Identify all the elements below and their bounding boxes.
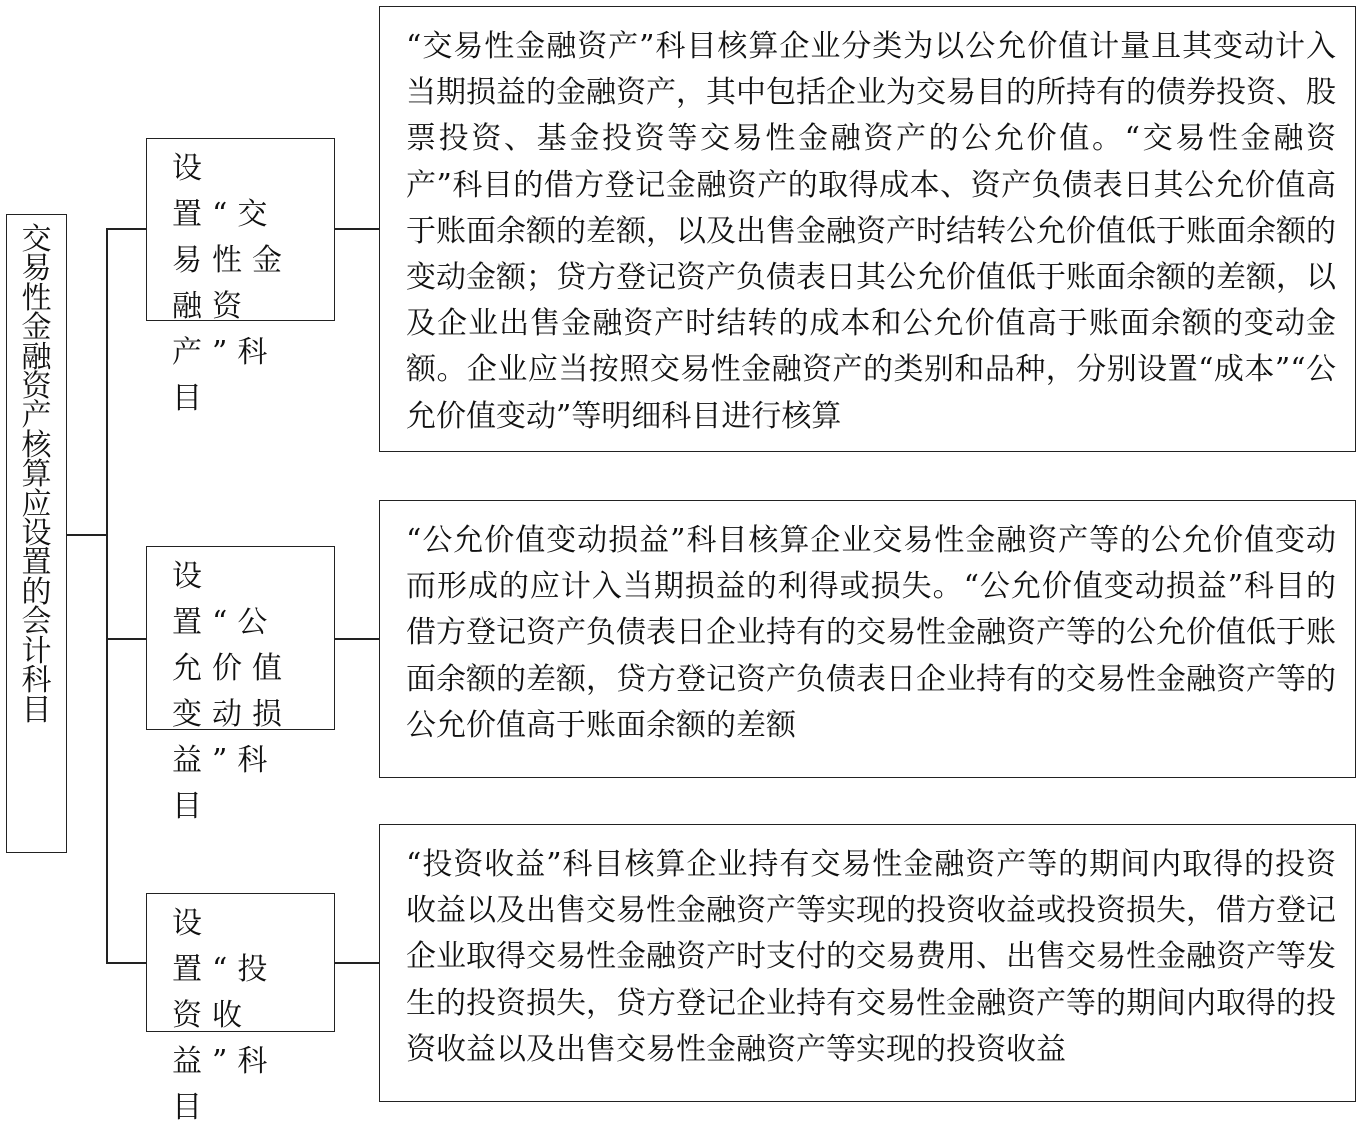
root-node	[6, 214, 67, 853]
detail-connector-1	[335, 228, 379, 230]
detail-connector-3	[335, 962, 379, 964]
branch-label: 设置“投资收益”科目	[172, 906, 278, 1125]
branch-node-investment-income	[146, 893, 335, 1125]
branch-node-trading-assets	[146, 138, 335, 416]
detail-node-investment-income	[379, 824, 1356, 1102]
detail-connector-2	[335, 638, 379, 640]
branch-node-fair-value-change	[146, 546, 335, 824]
detail-node-trading-assets	[379, 6, 1356, 452]
root-connector	[67, 534, 107, 536]
branch-label: 设置“公允价值变动损益”科目	[172, 559, 292, 824]
detail-text: “投资收益”科目核算企业持有交易性金融资产等的期间内取得的投资收益以及出售交易性金融资产等实现的投资收益或投资损失，借方登记企业取得交易性金融资产时支付的交易费用、出售交易性金融资产等发生的投资损失，贷方登记企业持有交易性金融资产等的期间内取得的投资收益以及出售交易性金融资产等实现的投资收益	[406, 847, 1336, 1067]
branch-label: 设置“交易性金融资产”科目	[172, 151, 292, 416]
trunk-line	[106, 228, 108, 963]
detail-node-fair-value-change	[379, 500, 1356, 778]
detail-text: “交易性金融资产”科目核算企业分类为以公允价值计量且其变动计入当期损益的金融资产，其中包括企业为交易目的所持有的债券投资、股票投资、基金投资等交易性金融资产的公允价值。“交易性金融资产”科目的借方登记金融资产的取得成本、资产负债表日其公允价值高于账面余额的差额，以及出售金融资产时结转公允价值低于账面余额的变动金额；贷方登记资产负债表日其公允价值低于账面余额的差额，以及企业出售金融资产时结转的成本和公允价值高于账面余额的变动金额。企业应当按照交易性金融资产的类别和品种，分别设置“成本”“公允价值变动”等明细科目进行核算	[406, 29, 1336, 434]
branch-connector-3	[106, 962, 146, 964]
detail-text: “公允价值变动损益”科目核算企业交易性金融资产等的公允价值变动而形成的应计入当期损益的利得或损失。“公允价值变动损益”科目的借方登记资产负债表日企业持有的交易性金融资产等的公允价值低于账面余额的差额，贷方登记资产负债表日企业持有的交易性金融资产等的公允价值高于账面余额的差额	[406, 523, 1336, 743]
root-label: 交易性金融资产核算应设置的会计科目	[21, 222, 52, 728]
branch-connector-2	[106, 638, 146, 640]
branch-connector-1	[106, 228, 146, 230]
